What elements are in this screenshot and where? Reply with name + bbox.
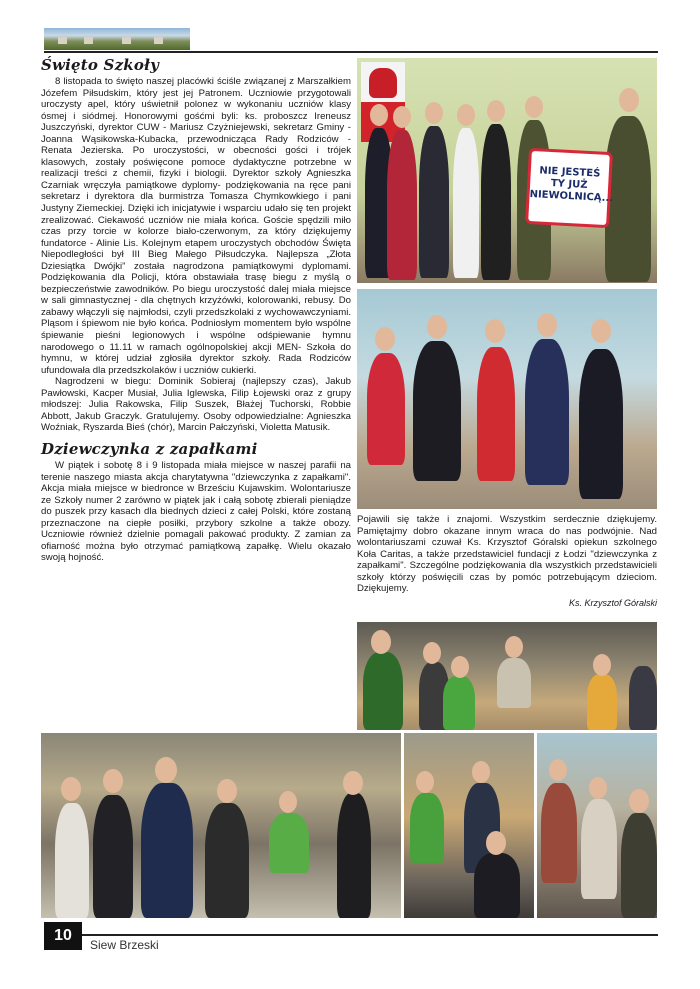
photo-checkout-counter <box>404 733 534 918</box>
photo-volunteers-exit <box>537 733 657 918</box>
article1-paragraph-2: Nagrodzeni w biegu: Dominik Sobieraj (najlepszy czas), Jakub Pawłowski, Kacper Musiał, Julia Iglewska, Filip Łojewski oraz z grupy młodszej: Julia Rakowska, Filip Suszek, Błażej Tuchorski, Robbie Abbott, Jakub Graczyk. Gratulujemy. Osoby odpowiedzialne: Agnieszka Woźniak, Ryszarda Bieś (chór), Marcin Pałczyński, Violetta Matusik. <box>41 376 351 434</box>
house-shape <box>154 37 163 44</box>
house-shape <box>84 37 93 44</box>
right-column-text <box>357 514 657 608</box>
photo-volunteers-checkout <box>357 622 657 730</box>
header-rule <box>44 51 658 53</box>
photo-supermarket-group <box>41 733 401 918</box>
article2-continuation: Pojawili się także i znajomi. Wszystkim serdecznie dziękujemy. Pamiętajmy dobro okazane innym wraca do nas podwójnie. Nad wolontariuszami czuwał Ks. Krzysztof Góralski opiekun szkolnego Koła Caritas, a także przedstawiciel fundacji z Łodzi "dziewczynka z zapałkami". Szczególne podziękowania dla wszystkich przedstawicieli szkoły którzy poświęcili czas by pomóc potrzebującym dzieciom. Dziękujemy. <box>357 514 657 595</box>
header-photo <box>44 28 190 50</box>
house-shape <box>58 37 67 44</box>
article2-paragraph: W piątek i sobotę 8 i 9 listopada miała miejsce w naszej parafii na terenie naszego miasta akcja charytatywna "dziewczynka z zapałkami". Akcja miała miejsce w biedronce w Brześciu Kujawskim. Wolontariusze ze Szkoły numer 2 zarówno w piątek jak i całą sobotę zbierali pieniądze do puszek przy kasach dla biednych dzieci z całej Polski, które zostaną przeznaczone na ciepłe posiłki, przybory szkolne a także obozy. Uczniowie również dzielnie pomagali pakować produkty. Z zamian za ofiarność można było otrzymać pamiątkową zapałkę. Wielu okazało swoją hojność. <box>41 459 351 564</box>
photo-school-assembly <box>357 58 657 283</box>
photo-honorary-guests <box>357 289 657 509</box>
article1-paragraph-1: 8 listopada to święto naszej placówki ściśle związanej z Marszałkiem Józefem Piłsudskim, który jest jej Patronem. Uczniowie przygotowali uroczysty apel, który uświetnił polonez w wykonaniu uczniów klasy ósmej i siódmej. Honorowymi gośćmi byli: ks. proboszcz Ireneusz Juszczyński, dyrektor CUW - Mariusz Czyżniejewski, sekretarz Gminy - Joanna Wąsikowska-Kubacka, przewodnicząca Rady Rodziców - Renata Jezierska. Po uroczystości, w obecności gości i trójek klasowych, zostały poświęcone pomoce dydaktyczne potrzebne w realizacji treści z chemii, fizyki i biologii. Dyrektor szkoły Agnieszka Czarniak wręczyła pamiątkowe dyplomy- podziękowania na ręce pani sekretarz i dyrektora dla burmistrza Tomasza Chymkowkiego i pani Justyny Ziemeckiej. Dzięki ich inicjatywie i wsparciu udało się ten projekt zrealizować. Ciekawość uczniów nie miała końca. Goście spędzili miło czas przy torcie w kolorze biało-czerwonym, za który dziękujemy fundatorce - Alinie Lis. Kolejnym etapem uroczystych obchodów Święta Niepodległości był III Bieg Małego Piłsudczyka. Najlepsza „Złota Dziesiątka Dwójki” została nagrodzona pamiątkowymi dyplomami. Podziękowania dla Policji, która obstawiała trasę biegu z myślą o bezpieczeństwie zawodników. Po biegu uroczystość dalej miała miejsce w sali gimnastycznej - dla chętnych krzyżówki, kolorowanki, rebusy. Do zabawy włączyli się najmłodsi, czyli przedszkolaki z wychowawczyniami. Pląsom i śpiewom nie było końca. Podniosłym momentem było wspólne śpiewanie pieśni legionowych i wspólne odśpiewanie hymnu narodowego o 11.11 w ramach ogólnopolskiej akcji MEN- Szkoła do hymnu, w której udział zgłosiła dyrektor szkoły. Rada Rodziców ufundowała dla przedszkolaków i uczniów cukierki. <box>41 76 351 376</box>
signature: Ks. Krzysztof Góralski <box>568 597 657 608</box>
article2-title: Dziewczynka z zapałkami <box>41 439 258 458</box>
footer-rule <box>81 934 658 936</box>
house-shape <box>122 37 131 44</box>
page-number: 10 <box>44 922 82 950</box>
protest-sign: NIE JESTEŚ TY JUŻ NIEWOLNICĄ... <box>525 148 613 228</box>
magazine-title: Siew Brzeski <box>90 938 159 952</box>
left-column <box>41 56 351 564</box>
article1-title: Święto Szkoły <box>41 56 159 74</box>
